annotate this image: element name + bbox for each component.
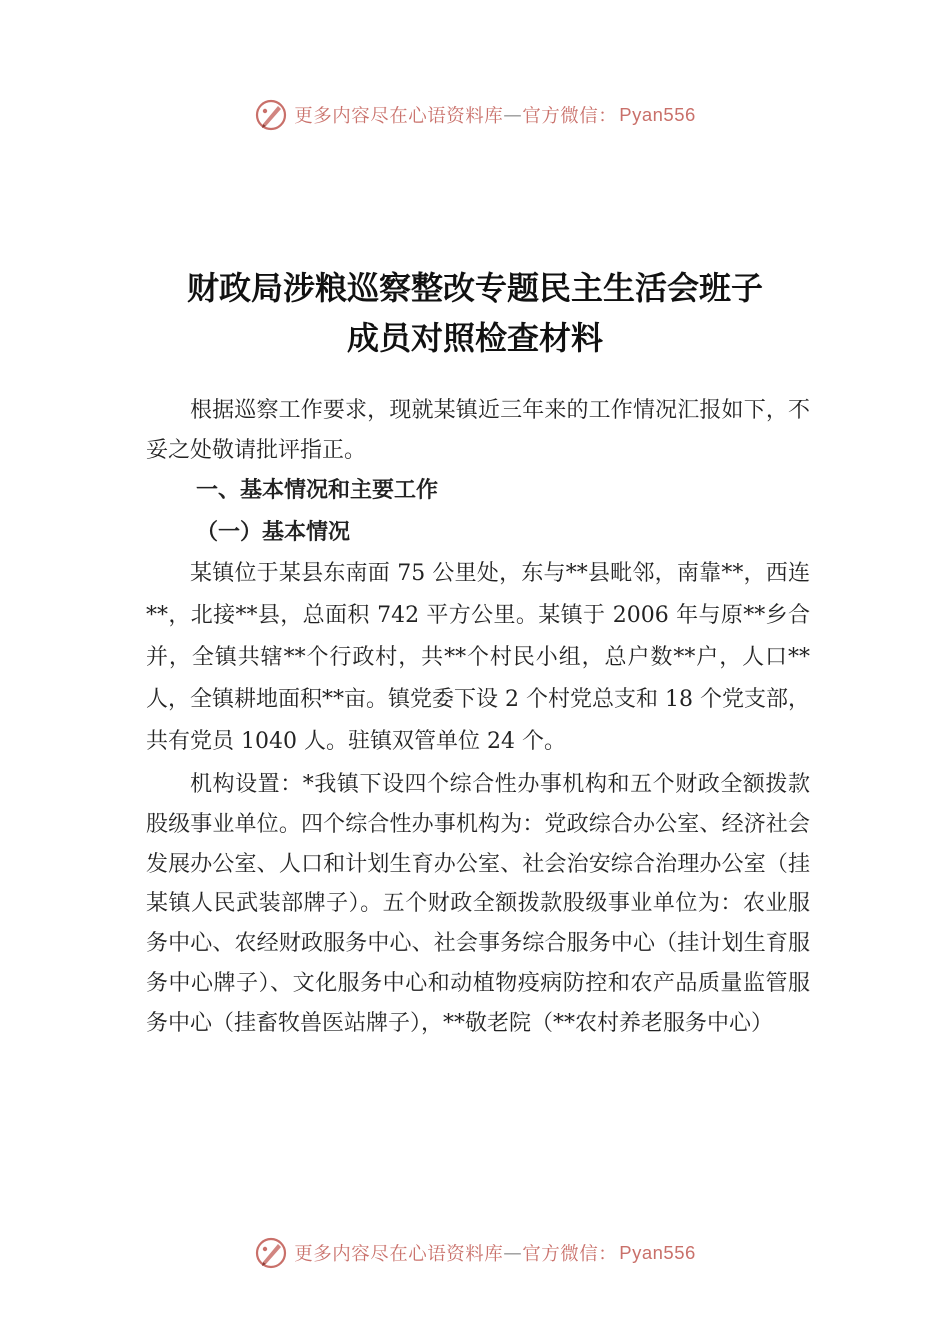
footer-watermark <box>0 1233 950 1273</box>
pen-logo-icon <box>254 98 288 132</box>
organization-paragraph: 机构设置：*我镇下设四个综合性办事机构和五个财政全额拨款股级事业单位。四个综合性办事机构为：党政综合办公室、经济社会发展办公室、人口和计划生育办公室、社会治安综合治理办公室（挂某镇人民武装部牌子）。五个财政全额拨款股级事业单位为：农业服务中心、农经财政服务中心、社会事务综合服务中心（挂计划生育服务中心牌子）、文化服务中心和动植物疫病防控和农产品质量监管服务中心（挂畜牧兽医站牌子），**敬老院（**农村养老服务中心） <box>146 772 810 1036</box>
watermark-separator: — <box>503 104 523 126</box>
basic-info-paragraph: 某镇位于某县东南面 75 公里处，东与**县毗邻，南靠**，西连**，北接**县，总面积 742 平方公里。某镇于 2006 年与原**乡合并，全镇共辖**个行政村，共**个村民小组，总户数**户，人口**人，全镇耕地面积**亩。镇党委下设 2 个村党总支和 18 个党支部，共有党员 1040 人。驻镇双管单位 24 个。 <box>146 561 810 754</box>
watermark-wechat-label: 官方微信： <box>522 106 618 127</box>
pen-logo-icon <box>254 1236 288 1270</box>
watermark-text: 更多内容尽在心语资料库 <box>294 106 504 127</box>
document-title <box>120 263 830 363</box>
watermark-wechat-id: Pyan556 <box>619 104 696 125</box>
watermark-separator: — <box>503 1242 523 1264</box>
watermark-wechat-id: Pyan556 <box>619 1242 696 1263</box>
subsection-heading: （一）基本情况 <box>196 519 351 545</box>
header-watermark <box>0 95 950 135</box>
title-line-2: 成员对照检查材料 <box>346 319 603 357</box>
document-body <box>146 391 810 1044</box>
watermark-text: 更多内容尽在心语资料库 <box>294 1244 504 1265</box>
title-line-1: 财政局涉粮巡察整改专题民主生活会班子 <box>186 269 763 307</box>
watermark-wechat-label: 官方微信： <box>522 1244 618 1265</box>
section-heading: 一、基本情况和主要工作 <box>196 478 439 503</box>
intro-paragraph: 根据巡察工作要求，现就某镇近三年来的工作情况汇报如下，不妥之处敬请批评指正。 <box>146 398 810 463</box>
